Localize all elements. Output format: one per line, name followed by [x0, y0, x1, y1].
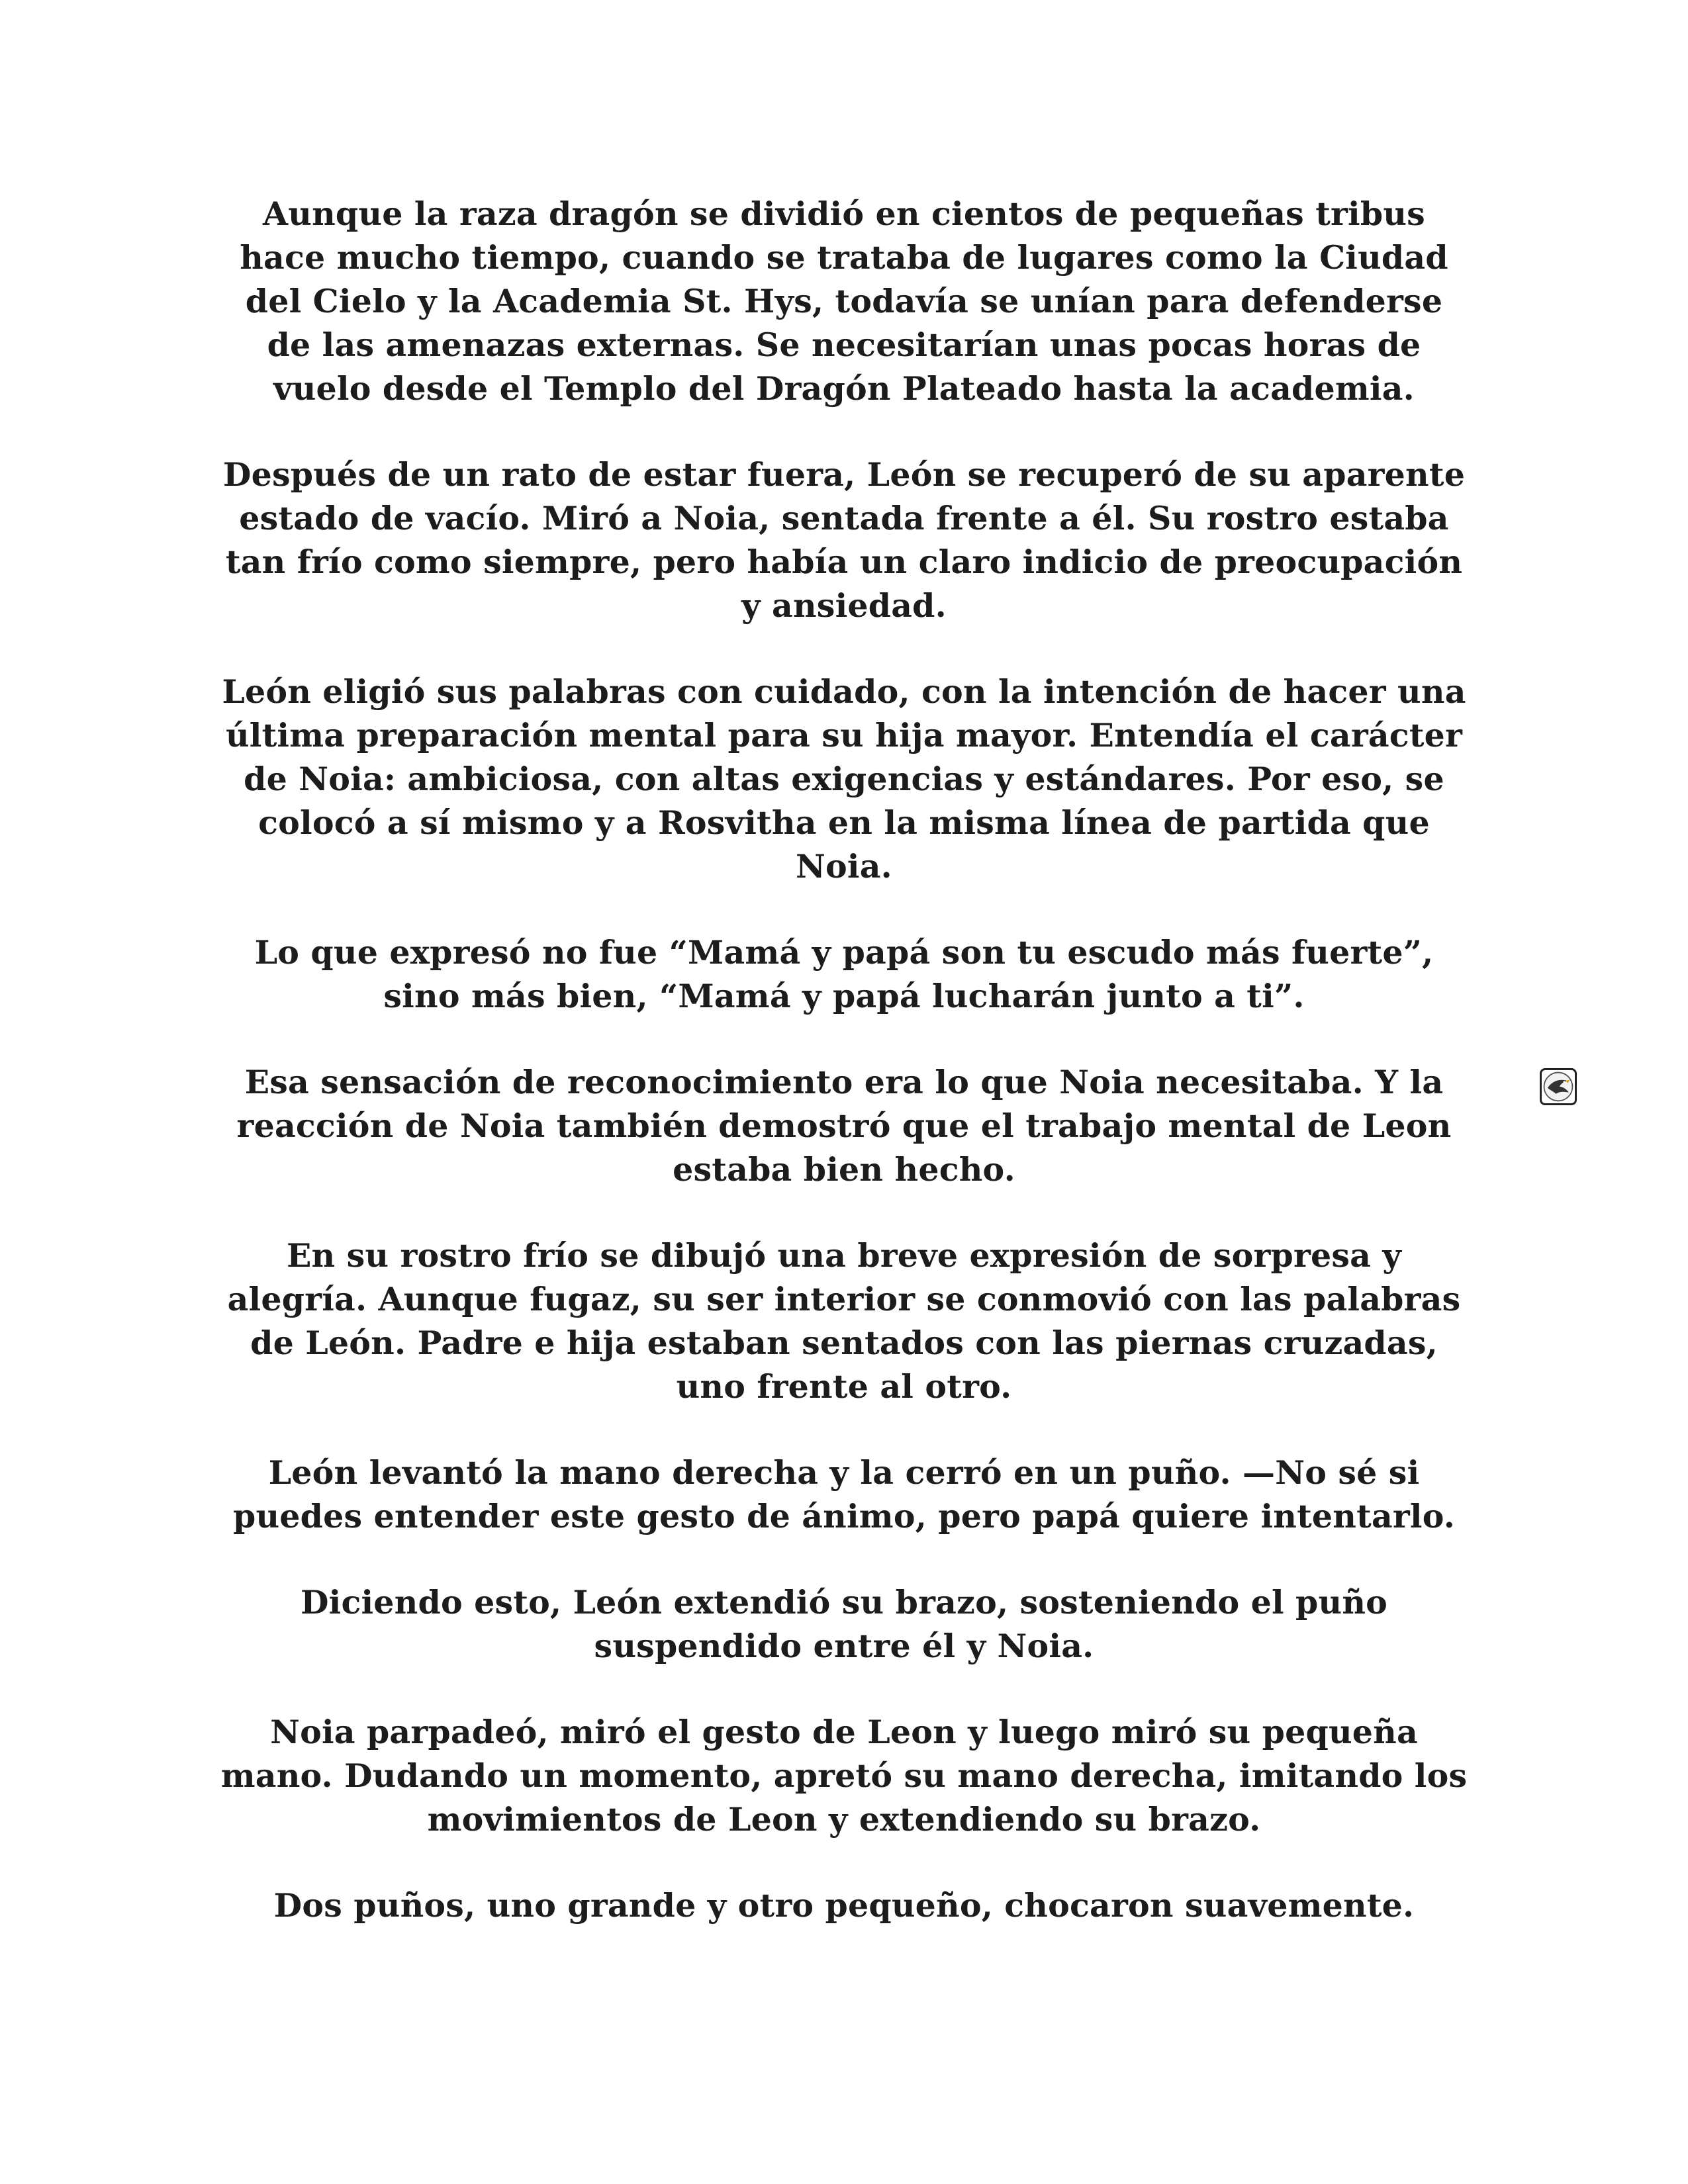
- paragraph-9: Noia parpadeó, miró el gesto de Leon y luego miró su pequeña mano. Dudando un momento, apretó su mano derecha, imitando los movimientos de Leon y extendiendo su brazo.: [220, 1713, 1468, 1839]
- paragraph-3: León eligió sus palabras con cuidado, con la intención de hacer una última preparación mental para su hija mayor. Entendía el carácter de Noia: ambiciosa, con altas exigencias y estándares. Por eso, se colocó a sí mismo y a Rosvitha en la misma línea de partida que Noia.: [222, 672, 1466, 886]
- paragraph-2: Después de un rato de estar fuera, León se recuperó de su aparente estado de vacío. Miró a Noia, sentada frente a él. Su rostro estaba tan frío como siempre, pero había un claro indicio de preocupación y ansiedad.: [222, 455, 1466, 625]
- paragraph-1: Aunque la raza dragón se dividió en cientos de pequeñas tribus hace mucho tiempo, cuando se trataba de lugares como la Ciudad del Cielo y la Academia St. Hys, todavía se unían para defenderse de las amenazas externas. Se necesitarían unas pocas horas de vuelo desde el Templo del Dragón Plateado hasta la academia.: [240, 195, 1448, 408]
- paragraph-5: Esa sensación de reconocimiento era lo que Noia necesitaba. Y la reacción de Noia también demostró que el trabajo mental de Leon estaba bien hecho.: [236, 1063, 1452, 1189]
- paragraph-8: Diciendo esto, León extendió su brazo, sosteniendo el puño suspendido entre él y Noia.: [300, 1583, 1388, 1665]
- paragraph-6: En su rostro frío se dibujó una breve expresión de sorpresa y alegría. Aunque fugaz, su ser interior se conmovió con las palabras de León. Padre e hija estaban sentados con las piernas cruzadas, uno frente al otro.: [227, 1236, 1461, 1406]
- eagle-icon: [1542, 1070, 1575, 1103]
- paragraph-10: Dos puños, uno grande y otro pequeño, chocaron suavemente.: [273, 1886, 1415, 1925]
- document-body: [218, 192, 1470, 1927]
- paragraph-7: León levantó la mano derecha y la cerró en un puño. —No sé si puedes entender este gesto de ánimo, pero papá quiere intentarlo.: [232, 1453, 1456, 1535]
- side-badge[interactable]: [1540, 1068, 1577, 1105]
- paragraph-4: Lo que expresó no fue “Mamá y papá son tu escudo más fuerte”, sino más bien, “Mamá y papá lucharán junto a ti”.: [254, 933, 1434, 1015]
